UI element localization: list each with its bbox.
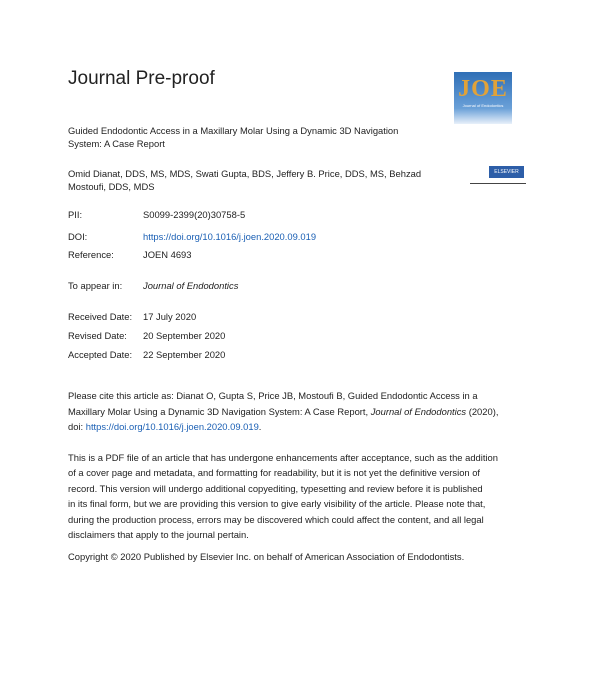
article-title-line: Guided Endodontic Access in a Maxillary Molar Using a Dynamic 3D Navigation xyxy=(68,125,399,136)
disclaimer-line: in its final form, but we are providing this version to give early visibility of the article. Please note that, xyxy=(68,498,486,509)
doi-label: DOI: xyxy=(68,231,88,242)
article-title-line: System: A Case Report xyxy=(68,138,165,149)
reference-value: JOEN 4693 xyxy=(143,249,192,260)
logo-subtext: Journal of Endodontics xyxy=(462,103,504,108)
reference-label: Reference: xyxy=(68,249,114,260)
doi-link[interactable]: https://doi.org/10.1016/j.joen.2020.09.019 xyxy=(143,231,317,242)
accepted-label: Accepted Date: xyxy=(68,349,133,360)
authors-line: Mostoufi, DDS, MDS xyxy=(68,181,155,192)
citation-line xyxy=(68,404,598,420)
accepted-value: 22 September 2020 xyxy=(143,349,226,360)
citation-text: . xyxy=(258,421,262,432)
disclaimer-line: of a cover page and metadata, and formatting for readability, but it is not yet the definitive version of xyxy=(68,467,481,478)
citation-text: doi: xyxy=(68,421,86,432)
journal-logo xyxy=(454,72,512,124)
journal-name: Journal of Endodontics xyxy=(143,280,239,291)
citation-line: Please cite this article as: Dianat O, Gupta S, Price JB, Mostoufi B, Guided Endodontic Access in a xyxy=(68,390,478,401)
revised-label: Revised Date: xyxy=(68,330,127,341)
elsevier-logo: ELSEVIER xyxy=(489,166,524,178)
pre-proof-heading: Journal Pre-proof xyxy=(68,68,215,89)
to-appear-label: To appear in: xyxy=(68,280,123,291)
pii-value: S0099-2399(20)30758-5 xyxy=(143,209,246,220)
citation-journal: Journal of Endodontics xyxy=(370,405,467,417)
authors-line: Omid Dianat, DDS, MS, MDS, Swati Gupta, BDS, Jeffery B. Price, DDS, MS, Behzad xyxy=(68,168,422,179)
citation-paragraph xyxy=(68,388,598,435)
received-value: 17 July 2020 xyxy=(143,311,197,322)
received-label: Received Date: xyxy=(68,311,133,322)
disclaimer-line: disclaimers that apply to the journal pertain. xyxy=(68,529,249,540)
revised-value: 20 September 2020 xyxy=(143,330,226,341)
citation-text: (2020), xyxy=(466,405,499,417)
disclaimer-line: record. This version will undergo additional copyediting, typesetting and review before it is published xyxy=(68,482,483,494)
pii-label: PII: xyxy=(68,209,83,220)
logo-text: JOE xyxy=(458,76,508,102)
citation-line xyxy=(68,419,598,435)
disclaimer-line: during the production process, errors may be discovered which could affect the content, and all legal xyxy=(68,513,484,525)
divider xyxy=(470,183,526,184)
citation-doi-link[interactable]: https://doi.org/10.1016/j.joen.2020.09.019 xyxy=(85,421,259,432)
copyright-text: Copyright © 2020 Published by Elsevier Inc. on behalf of American Association of Endodontists. xyxy=(68,550,465,562)
copyright-notice xyxy=(68,549,598,565)
disclaimer-line: This is a PDF file of an article that has undergone enhancements after acceptance, such as the addition xyxy=(68,451,498,463)
body-text xyxy=(68,388,598,564)
citation-text: Maxillary Molar Using a Dynamic 3D Navigation System: A Case Report, xyxy=(68,405,371,417)
disclaimer-paragraph xyxy=(68,450,598,543)
